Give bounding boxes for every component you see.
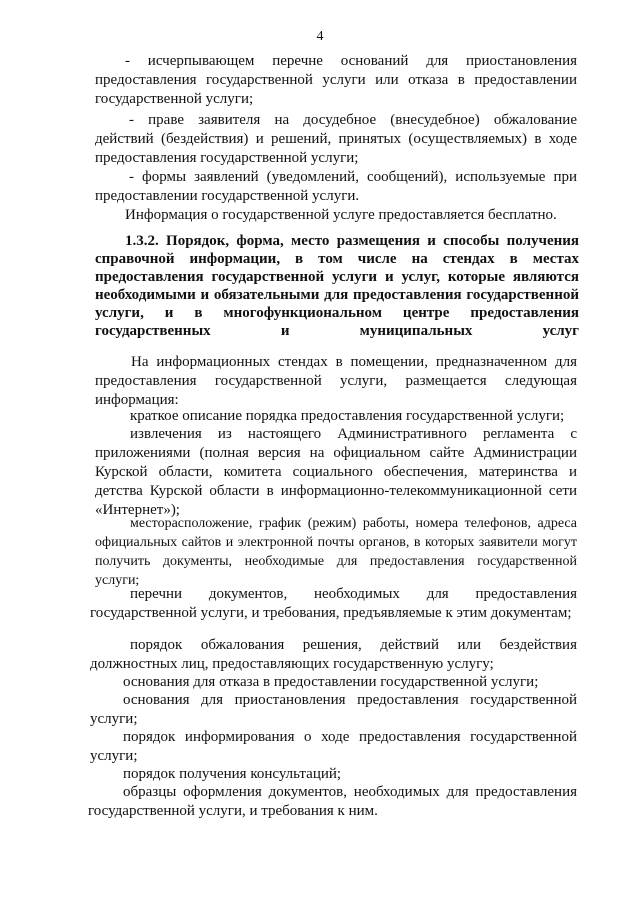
stand-item-documents: перечни документов, необходимых для предоставления государственной услуги, и требования, предъявляемые к этим документам; (90, 586, 577, 621)
intro-item-forms: - формы заявлений (уведомлений, сообщений), используемые при предоставлении государственной услуги. (95, 169, 577, 204)
intro-item-grounds: - исчерпывающем перечне оснований для приостановления предоставления государственной услуги или отказа в предоставлении государственной услуги; (95, 53, 577, 107)
stand-item-refusal-grounds: основания для отказа в предоставлении государственной услуги; (123, 674, 539, 690)
stand-item-extracts: извлечения из настоящего Административного регламента с приложениями (полная версия на официальном сайте Администрации Курской области, комитета социального обеспечения, материнства и детства Курской области в информационно-телекоммуникационной сети «Интернет»); (95, 426, 577, 518)
free-info-text: Информация о государственной услуге предоставляется бесплатно. (125, 207, 557, 223)
stand-item-description: краткое описание порядка предоставления государственной услуги; (130, 408, 565, 424)
stand-item-consultations: порядок получения консультаций; (123, 766, 342, 782)
section-heading: 1.3.2. Порядок, форма, место размещения и способы получения справочной информации, в том числе на стендах в местах предоставления государственной услуги и услуг, которые являются необходимыми и обязательными для предоставления государственной услуги, и в многофункциональном центре предоставления государственных и муниципальных услуг (95, 233, 579, 339)
intro-item-appeal-right: - праве заявителя на досудебное (внесудебное) обжалование действий (бездействия) и решений, принятых (осуществляемых) в ходе предоставления государственной услуги; (95, 112, 577, 166)
page-number: 4 (316, 29, 324, 44)
stand-item-appeal-procedure: порядок обжалования решения, действий или бездействия должностных лиц, предоставляющих государственную услугу; (90, 637, 577, 672)
stand-item-location: месторасположение, график (режим) работы, номера телефонов, адреса официальных сайтов и электронной почты органов, в которых заявители могут получить документы, необходимые для предоставления государственной услуги; (95, 516, 577, 588)
stand-item-document-samples: образцы оформления документов, необходимых для предоставления государственной услуги, и требования к ним. (88, 784, 577, 819)
stand-item-suspension-grounds: основания для приостановления предоставления государственной услуги; (90, 692, 577, 727)
stand-item-progress-info: порядок информирования о ходе предоставления государственной услуги; (90, 729, 577, 764)
stands-intro: На информационных стендах в помещении, предназначенном для предоставления государственной услуги, размещается следующая информация: (95, 354, 577, 408)
